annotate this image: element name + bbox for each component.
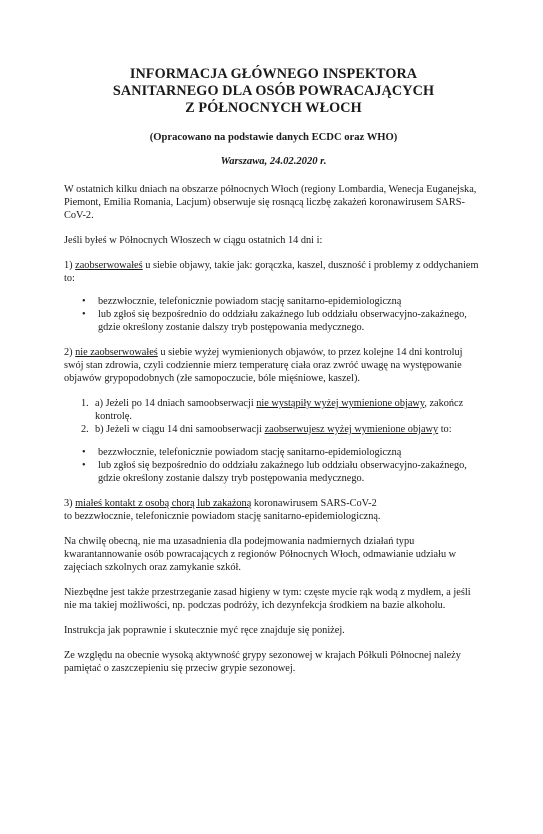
list-item: • lub zgłoś się bezpośrednio do oddziału zakaźnego lub oddziału obserwacyjno-zakaźnego, gdzie określony zostanie dalszy tryb postępowania medycznego. bbox=[84, 459, 483, 485]
intro-paragraph: W ostatnich kilku dniach na obszarze północnych Włoch (regiony Lombardia, Wenecja Euganejska, Piemont, Emilia Romania, Lacjum) obserwuje się rosnącą liczbę zakażeń koronawirusem SARS-CoV-2. bbox=[64, 184, 477, 221]
case-2-rest: u siebie wyżej wymienionych objawów, to przez kolejne 14 dni kontroluj swój stan zdrowia, czyli codziennie mierz temperaturę ciała oraz zwróć uwagę na występowanie objawów grypopodobnych (złe samopoczucie, bóle mięśniowe, kaszel). bbox=[64, 347, 463, 384]
question-paragraph: Jeśli byłeś w Północnych Włoszech w ciągu ostatnich 14 dni i: bbox=[64, 235, 323, 246]
case-1-bullet-list bbox=[64, 295, 483, 334]
title-line-2: SANITARNEGO DLA OSÓB POWRACAJĄCYCH bbox=[112, 83, 435, 99]
list-text: to: bbox=[438, 424, 452, 435]
title-line-3: Z PÓŁNOCNYCH WŁOCH bbox=[185, 100, 362, 116]
case-1-prefix: 1) bbox=[64, 260, 76, 271]
list-number: 1. bbox=[81, 398, 89, 409]
case-2-paragraph bbox=[64, 346, 483, 385]
case-3-line-2: to bezzwłocznie, telefonicznie powiadom stację sanitarno-epidemiologiczną. bbox=[64, 511, 381, 522]
case-1-paragraph bbox=[64, 259, 483, 285]
case-1-rest: u siebie objawy, takie jak: gorączka, kaszel, duszność i problemy z oddychaniem to: bbox=[64, 260, 479, 284]
list-underlined: zaobserwujesz wyżej wymienione objawy bbox=[264, 424, 439, 435]
case-2-prefix: 2) bbox=[64, 347, 76, 358]
document-subtitle: (Opracowano na podstawie danych ECDC oraz WHO) bbox=[149, 132, 398, 143]
list-item: • bezzwłocznie, telefonicznie powiadom stację sanitarno-epidemiologiczną bbox=[84, 446, 483, 459]
flu-paragraph: Ze względu na obecnie wysoką aktywność grypy sezonowej w krajach Półkuli Północnej należy pamiętać o zaszczepieniu się przeciw grypie sezonowej. bbox=[64, 650, 461, 674]
case-3-paragraph bbox=[64, 497, 483, 523]
document-date: Warszawa, 24.02.2020 r. bbox=[220, 156, 327, 167]
list-item: • bezzwłocznie, telefonicznie powiadom stację sanitarno-epidemiologiczną bbox=[84, 295, 483, 308]
list-text: b) Jeżeli w ciągu 14 dni samoobserwacji bbox=[95, 424, 265, 435]
case-3-rest: koronawirusem SARS-CoV-2 bbox=[251, 498, 377, 509]
hygiene-paragraph: Niezbędne jest także przestrzeganie zasad higieny w tym: częste mycie rąk wodą z mydłem, a jeśli nie ma takiej możliwości, np. podczas podróży, ich dezynfekcja środkiem na bazie alkoholu. bbox=[64, 587, 471, 611]
case-2-underlined: nie zaobserwowałeś bbox=[75, 347, 158, 358]
list-text: , zakończ kontrolę. bbox=[95, 398, 464, 422]
instruction-paragraph: Instrukcja jak poprawnie i skutecznie myć ręce znajduje się poniżej. bbox=[64, 625, 345, 636]
list-text: a) Jeżeli po 14 dniach samoobserwacji bbox=[95, 398, 257, 409]
list-item: • lub zgłoś się bezpośrednio do oddziału zakaźnego lub oddziału obserwacyjno-zakaźnego, gdzie określony zostanie dalszy tryb postępowania medycznego. bbox=[84, 308, 483, 334]
case-2-bullet-list bbox=[64, 446, 483, 485]
title-line-1: INFORMACJA GŁÓWNEGO INSPEKTORA bbox=[129, 66, 418, 82]
case-1-underlined: zaobserwowałeś bbox=[75, 260, 143, 271]
document-title bbox=[64, 66, 483, 117]
quarantine-paragraph: Na chwilę obecną, nie ma uzasadnienia dla podejmowania nadmiernych działań typu kwarantannowanie osób powracających z regionów Północnych Włoch, odmawianie udziału w zajęciach szkolnych oraz zamykanie szkół. bbox=[64, 536, 457, 573]
list-underlined: nie wystąpiły wyżej wymienione objawy bbox=[256, 398, 425, 409]
document-page bbox=[0, 66, 543, 834]
list-number: 2. bbox=[81, 424, 89, 435]
case-3-underlined: miałeś kontakt z osobą chorą lub zakażoną bbox=[75, 498, 252, 509]
list-item bbox=[81, 397, 483, 423]
case-2-numbered-list bbox=[64, 397, 483, 436]
list-item bbox=[81, 423, 483, 436]
case-3-prefix: 3) bbox=[64, 498, 76, 509]
